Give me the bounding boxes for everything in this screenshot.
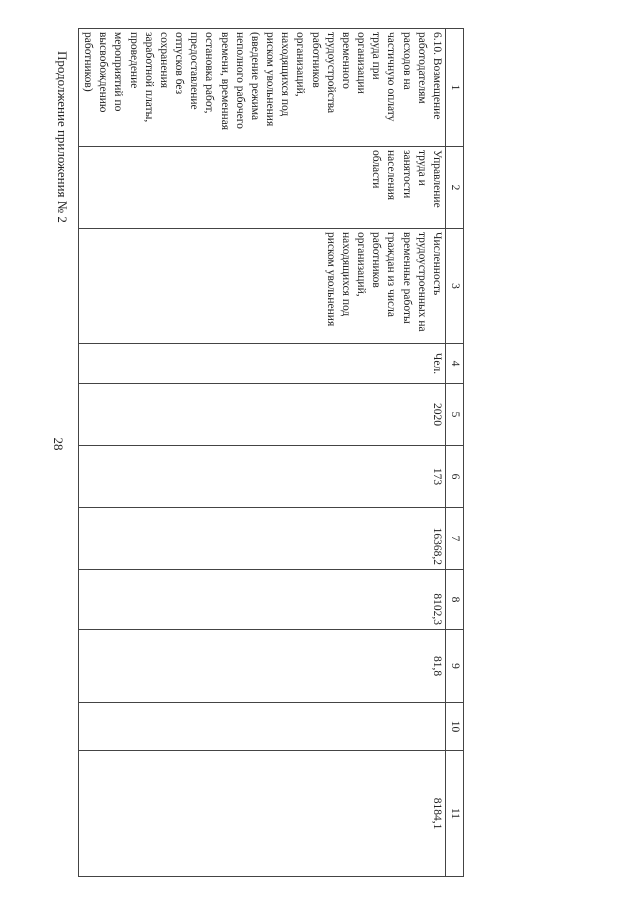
value-cell-11: 8184,1	[78, 751, 445, 877]
value-cell-9: 81,8	[78, 630, 445, 703]
value-cell-7: 16368,2	[78, 508, 445, 570]
table-row	[78, 29, 445, 877]
column-number: 10	[446, 703, 464, 751]
year-cell: 2020	[78, 384, 445, 446]
column-number: 2	[446, 147, 464, 229]
column-number: 4	[446, 344, 464, 384]
rotated-table-frame	[84, 28, 464, 876]
table-container	[84, 28, 464, 876]
page-number: 28	[51, 437, 66, 451]
column-number: 8	[446, 570, 464, 630]
column-number: 7	[446, 508, 464, 570]
column-number: 3	[446, 229, 464, 344]
value-cell-10	[78, 703, 445, 751]
unit-cell: Чел.	[78, 344, 445, 384]
column-number: 9	[446, 630, 464, 703]
column-number-row	[446, 29, 464, 877]
value-cell-6: 173	[78, 446, 445, 508]
value-cell-8: 8102,3	[78, 570, 445, 630]
column-number: 1	[446, 29, 464, 147]
indicator-name-cell: Численность трудоустроенных на временные работы граждан из числа работников организаций, находящихся под риском увольнения	[78, 229, 445, 344]
column-number: 5	[446, 384, 464, 446]
data-table	[78, 28, 464, 877]
appendix-continuation-label: Продолжение приложения № 2	[55, 51, 70, 223]
column-number: 6	[446, 446, 464, 508]
measure-description-cell: 6.10. Возмещение работодателям расходов на частичную оплату труда при организации временного трудоустройства работников организаций, находящихся под риском увольнения (введение режима неполного рабочего времени, временная остановка работ, предоставление отпусков без сохранения заработной платы, проведение мероприятий по высвобождению работников)	[78, 29, 445, 147]
executor-cell: Управление труда и занятости населения области	[78, 147, 445, 229]
column-number: 11	[446, 751, 464, 877]
